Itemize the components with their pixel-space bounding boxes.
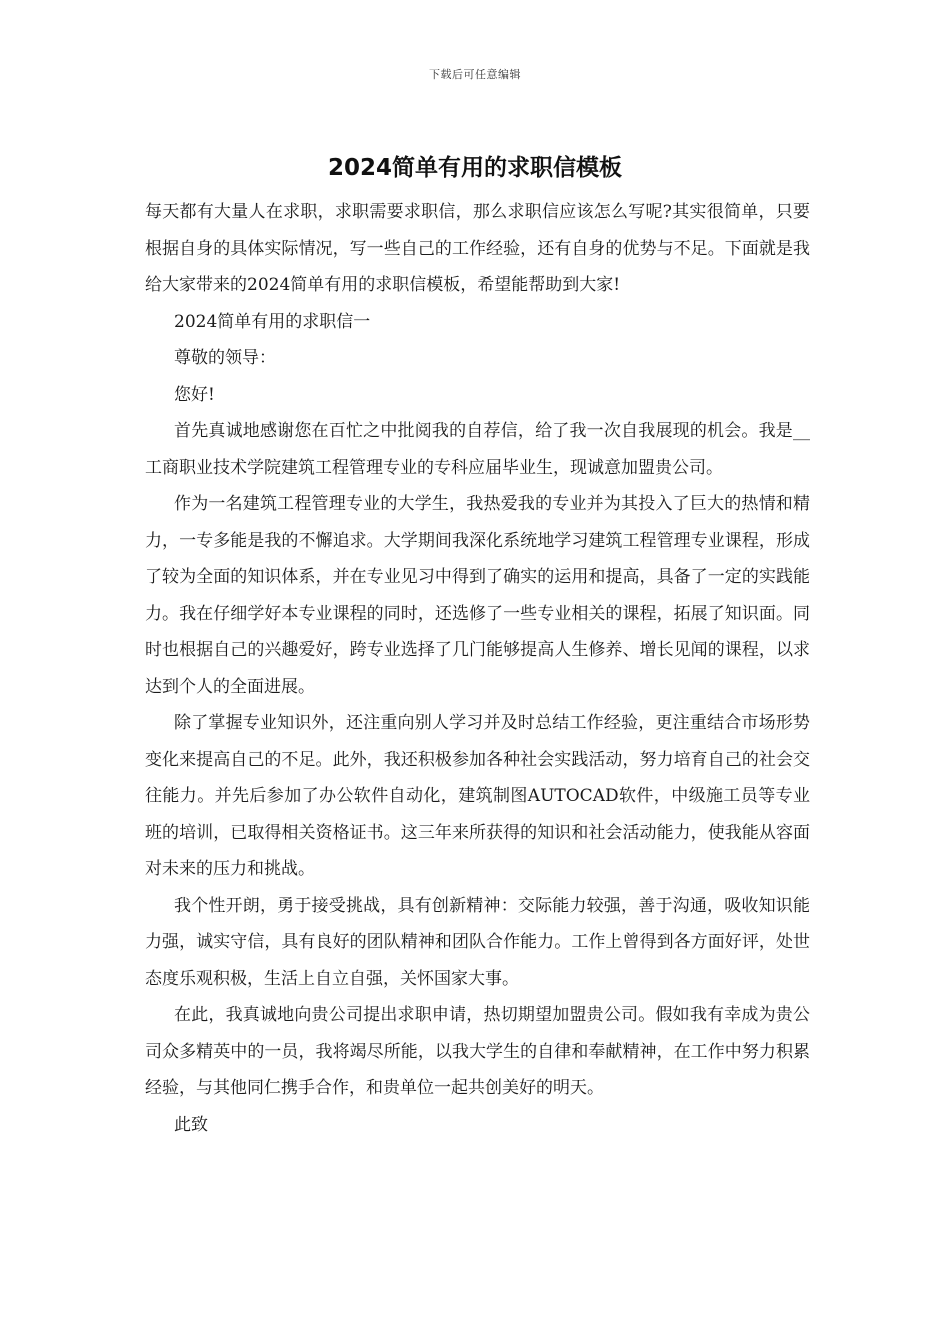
body-paragraph: 我个性开朗，勇于接受挑战，具有创新精神：交际能力较强，善于沟通，吸收知识能力强，诚实守信，具有良好的团队精神和团队合作能力。工作上曾得到各方面好评，处世态度乐观积极，生活上自立自强，关怀国家大事。 bbox=[145, 895, 810, 989]
body-paragraph: 在此，我真诚地向贵公司提出求职申请，热切期望加盟贵公司。假如我有幸成为贵公司众多精英中的一员，我将竭尽所能，以我大学生的自律和奉献精神，在工作中努力积累经验，与其他同仁携手合作，和贵单位一起共创美好的明天。 bbox=[145, 1005, 810, 1098]
body-paragraph: 作为一名建筑工程管理专业的大学生，我热爱我的专业并为其投入了巨大的热情和精力，一专多能是我的不懈追求。大学期间我深化系统地学习建筑工程管理专业课程，形成了较为全面的知识体系，并在专业见习中得到了确实的运用和提高，具备了一定的实践能力。我在仔细学好本专业课程的同时，还选修了一些专业相关的课程，拓展了知识面。同时也根据自己的兴趣爱好，跨专业选择了几门能够提高人生修养、增长见闻的课程，以求达到个人的全面进展。 bbox=[145, 494, 810, 697]
salutation: 尊敬的领导： bbox=[174, 348, 276, 368]
body-paragraph: 除了掌握专业知识外，还注重向别人学习并及时总结工作经验，更注重结合市场形势变化来提高自己的不足。此外，我还积极参加各种社会实践活动，努力培育自己的社会交往能力。并先后参加了办公软件自动化，建筑制图AUTOCAD软件，中级施工员等专业班的培训，已取得相关资格证书。这三年来所获得的知识和社会活动能力，使我能从容面对未来的压力和挑战。 bbox=[145, 713, 810, 879]
header-note: 下载后可任意编辑 bbox=[429, 68, 521, 81]
document-body bbox=[145, 194, 810, 1143]
body-paragraph: 首先真诚地感谢您在百忙之中批阅我的自荐信，给了我一次自我展现的机会。我是__工商职业技术学院建筑工程管理专业的专科应届毕业生，现诚意加盟贵公司。 bbox=[145, 421, 810, 478]
letter-heading: 2024简单有用的求职信一 bbox=[174, 311, 371, 332]
closing: 此致 bbox=[174, 1114, 208, 1135]
intro-paragraph: 每天都有大量人在求职，求职需要求职信，那么求职信应该怎么写呢?其实很简单，只要根据自身的具体实际情况，写一些自己的工作经验，还有自身的优势与不足。下面就是我给大家带来的2024简单有用的求职信模板，希望能帮助到大家! bbox=[145, 202, 810, 295]
document-title: 2024简单有用的求职信模板 bbox=[327, 155, 622, 181]
greeting: 您好! bbox=[174, 384, 215, 405]
